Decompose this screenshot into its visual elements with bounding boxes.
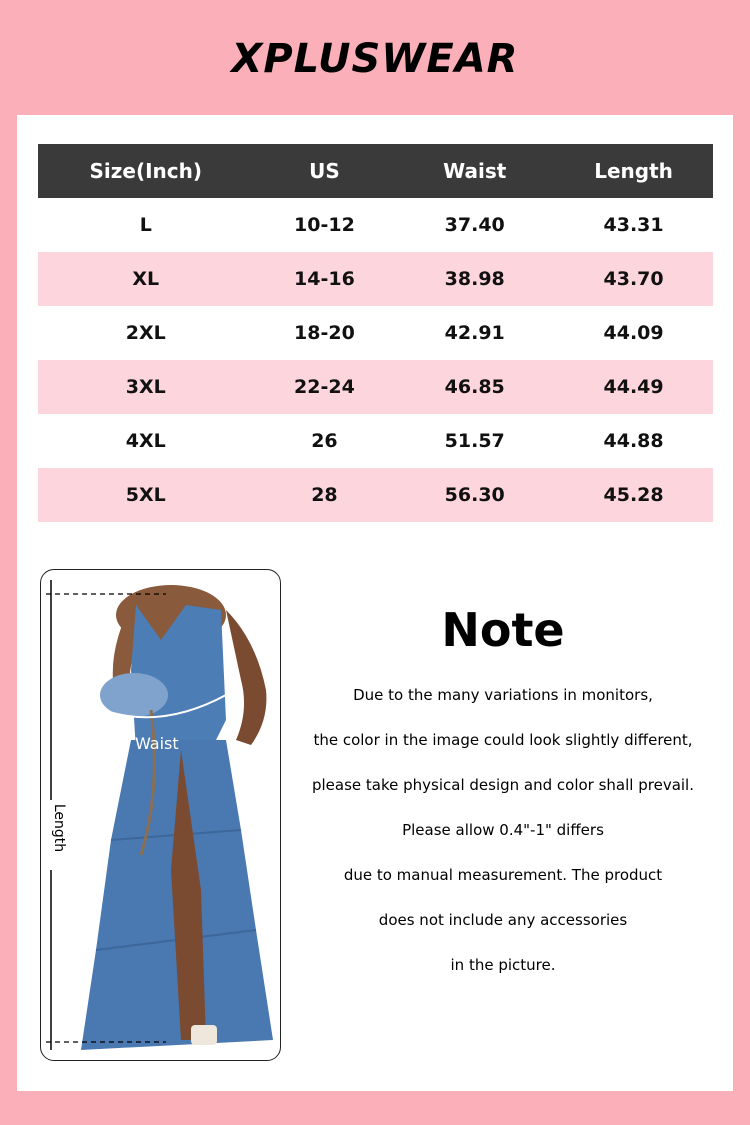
table-row [38,414,713,468]
table-row [38,360,713,414]
cell-waist: 51.57 [444,430,505,452]
model-photo-frame [40,569,281,1061]
cell-waist: 42.91 [444,322,505,344]
note-line: Please allow 0.4"-1" differs [402,821,604,839]
cell-length: 43.70 [554,252,713,306]
size-table [38,144,713,522]
table-row [38,198,713,252]
note-line: Due to the many variations in monitors, [353,686,653,704]
header-length: Length [554,144,713,198]
header-us: US [254,144,396,198]
cell-size: 2XL [125,322,166,344]
cell-waist: 56.30 [395,468,554,522]
size-chart-card [17,115,733,1091]
denim-dress-illustration [41,570,281,1061]
note-line: the color in the image could look slightly different, [313,731,693,749]
note-line: in the picture. [450,956,556,974]
cell-size: 3XL [38,360,254,414]
cell-size: XL [38,252,254,306]
cell-length: 44.49 [554,360,713,414]
cell-waist: 46.85 [395,360,554,414]
waist-label: Waist [135,734,179,753]
note-line: due to manual measurement. The product [343,866,663,884]
brand-logo: XPLUSWEAR [231,36,519,82]
cell-length: 43.31 [603,214,664,236]
table-row [38,468,713,522]
cell-waist: 38.98 [395,252,554,306]
note-section [297,595,709,988]
cell-length: 44.88 [603,430,664,452]
table-row [38,306,713,360]
cell-us: 28 [254,468,396,522]
cell-size: 4XL [125,430,166,452]
cell-us: 26 [311,430,338,452]
header-waist: Waist [395,144,554,198]
cell-waist: 37.40 [444,214,505,236]
cell-us: 18-20 [294,322,355,344]
cell-us: 22-24 [254,360,396,414]
note-line: please take physical design and color shall prevail. [311,776,694,794]
cell-size: L [139,214,152,236]
table-header-row [38,144,713,198]
note-title: Note [441,603,565,657]
cell-us: 14-16 [254,252,396,306]
table-row [38,252,713,306]
cell-size: 5XL [38,468,254,522]
cell-length: 44.09 [603,322,664,344]
cell-length: 45.28 [554,468,713,522]
cell-us: 10-12 [294,214,355,236]
length-label: Length [51,803,67,853]
header-size: Size(Inch) [38,144,254,198]
note-line: does not include any accessories [378,911,628,929]
